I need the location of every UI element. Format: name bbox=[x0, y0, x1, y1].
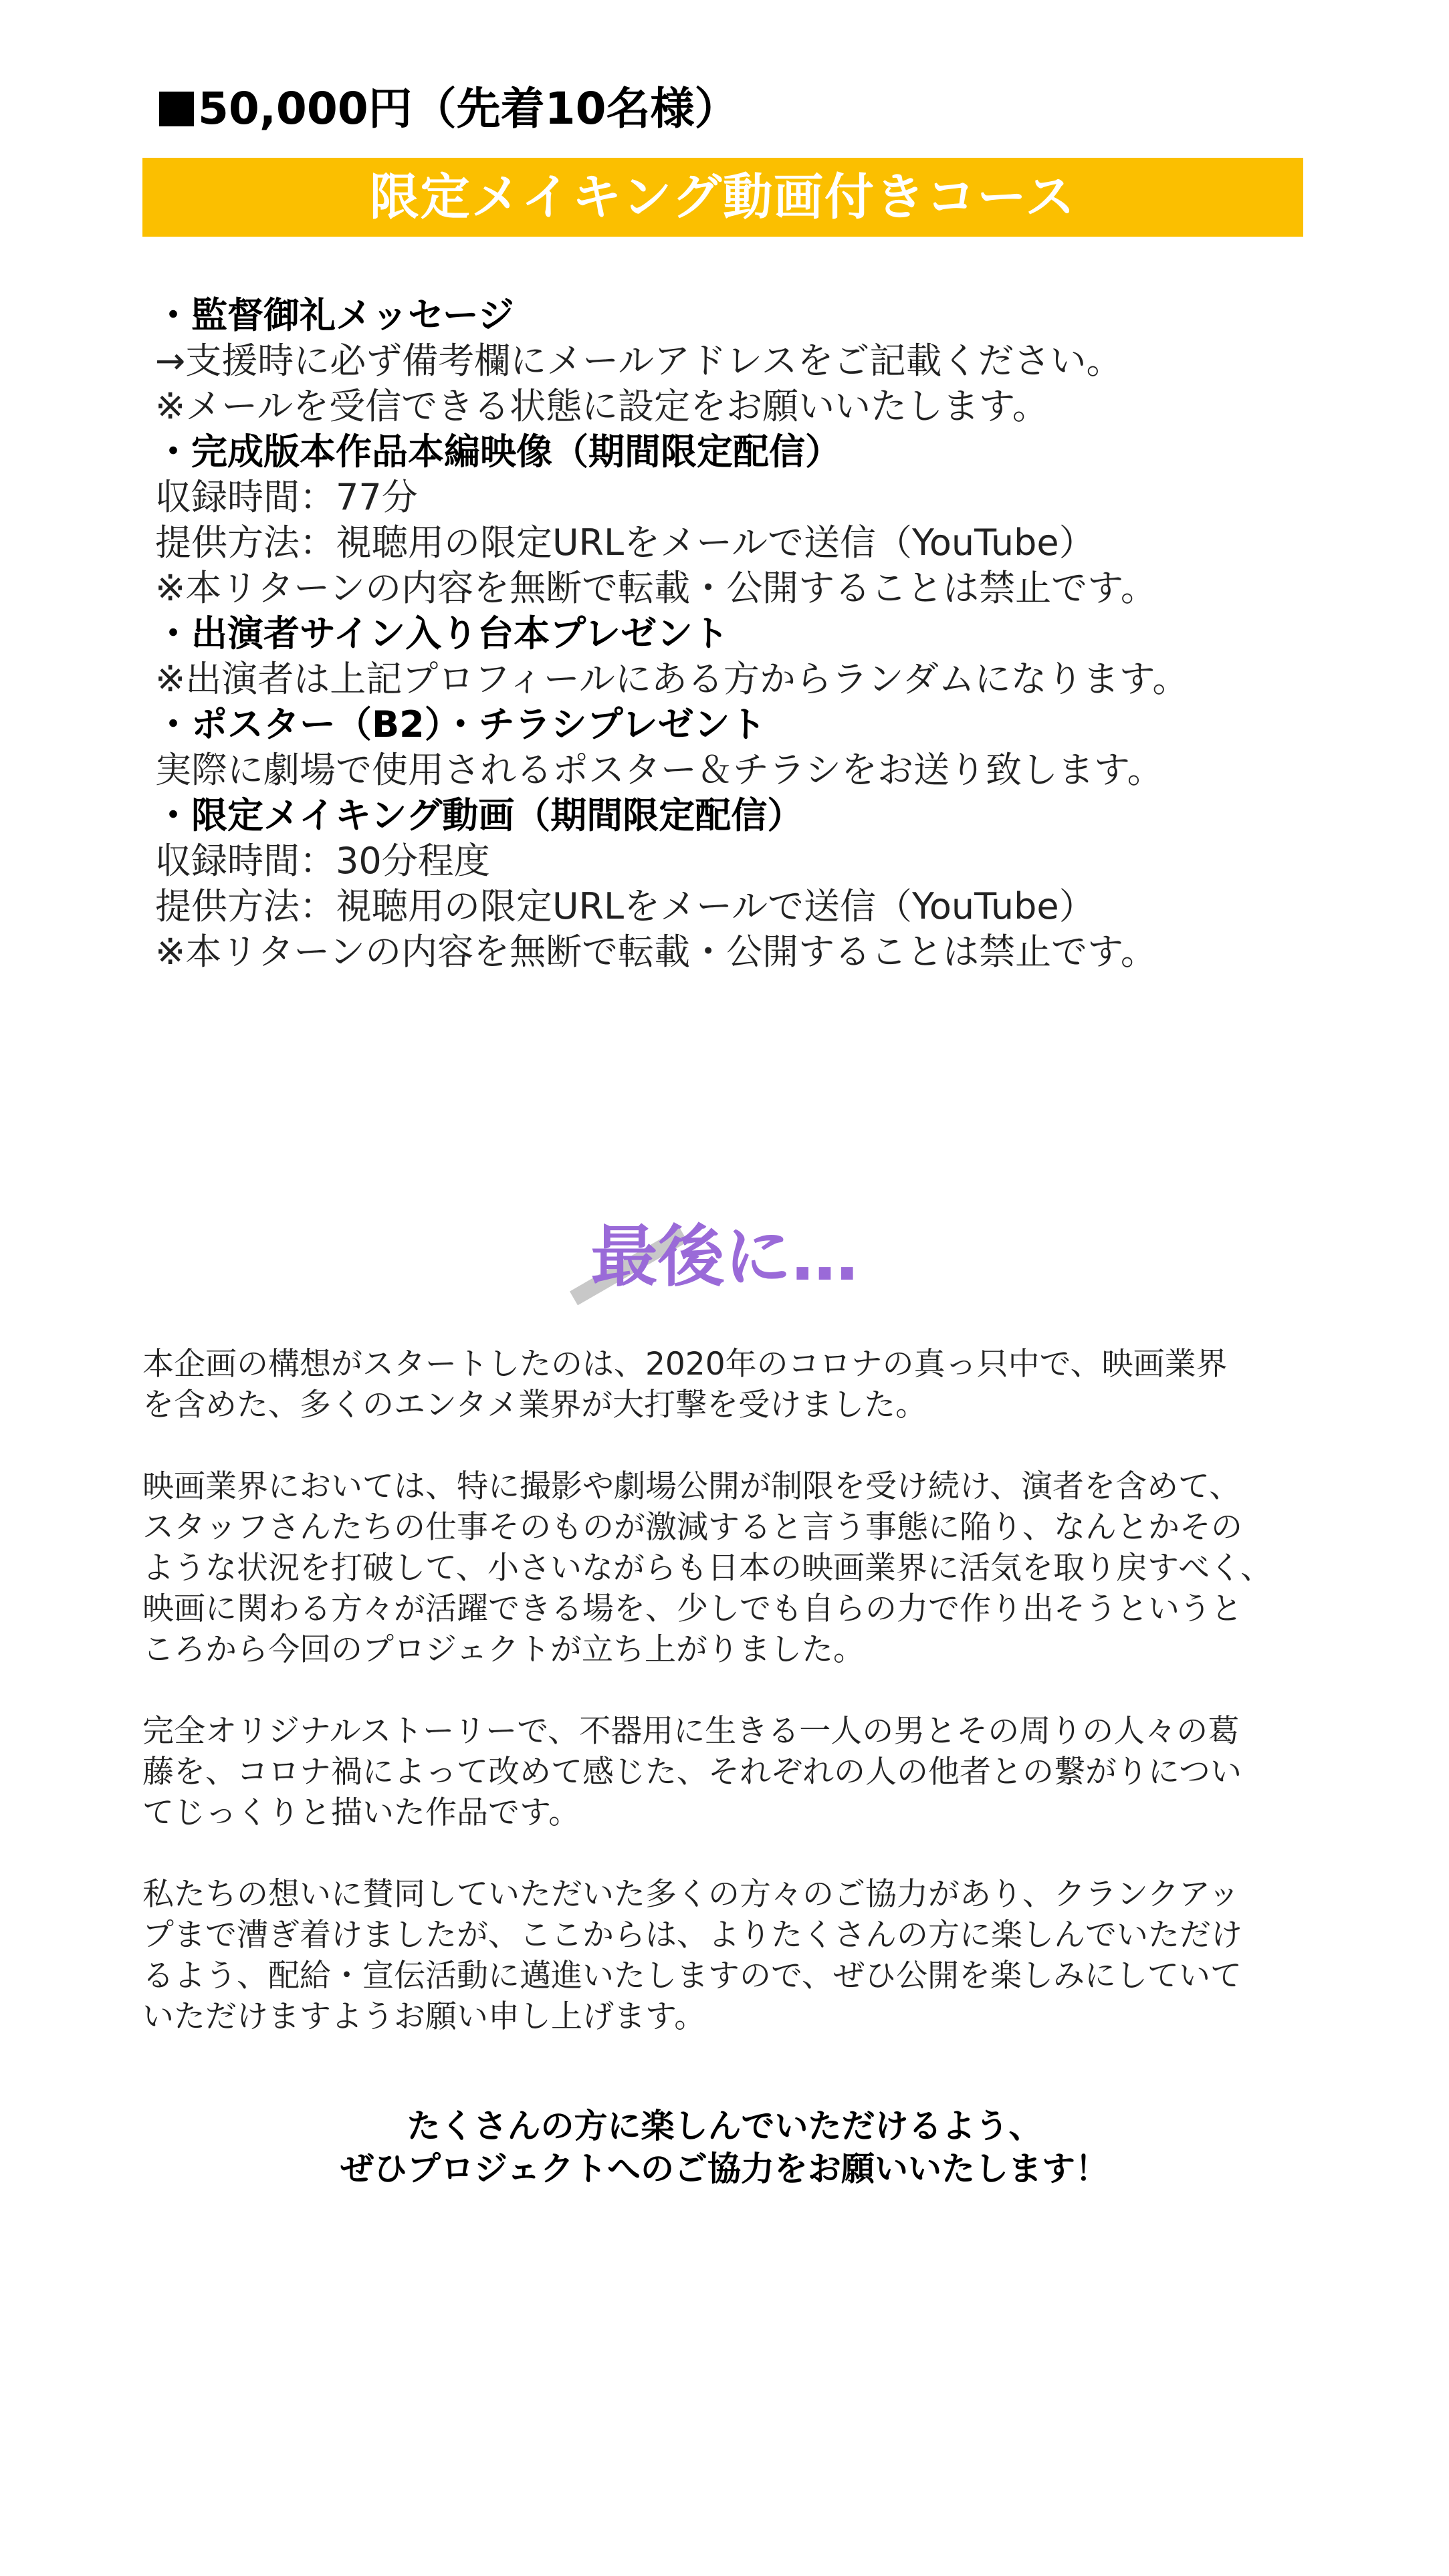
black-square-icon bbox=[159, 92, 194, 126]
return-item-heading: ・監督御礼メッセージ bbox=[155, 294, 514, 336]
paragraph: 私たちの想いに賛同していただいた多くの方々のご協力があり、クランクアッ プまで漕ぎ着けましたが、ここからは、よりたくさんの方に楽しんでいただけ るよう、配給・宣伝活動に邁進いたしますので、ぜひ公開を楽しみにしていて いただけますようお願い申し上げます。 bbox=[142, 1876, 1242, 2035]
course-banner: 限定メイキング動画付きコース bbox=[142, 158, 1303, 237]
return-item-detail: 提供方法：視聴用の限定URLをメールで送信（YouTube） bbox=[155, 521, 1095, 564]
return-item-detail: 収録時間：77分 bbox=[155, 476, 418, 518]
closing-title-text: 最後に… bbox=[590, 1217, 859, 1296]
price-heading bbox=[159, 79, 739, 139]
return-item-heading: ・限定メイキング動画（期間限定配信） bbox=[155, 794, 804, 836]
return-item-detail: 収録時間：30分程度 bbox=[155, 840, 490, 882]
return-item-detail: 実際に劇場で使用されるポスター＆チラシをお送り致します。 bbox=[155, 749, 1163, 791]
closing-message bbox=[0, 2105, 1449, 2190]
paragraph: 完全オリジナルストーリーで、不器用に生きる一人の男とその周りの人々の葛 藤を、コロナ禍によって改めて感じた、それぞれの人の他者との繋がりについ てじっくりと描いた作品です。 bbox=[142, 1713, 1242, 1831]
return-item-detail: ※本リターンの内容を無断で転載・公開することは禁止です。 bbox=[155, 567, 1157, 609]
return-item-detail: →支援時に必ず備考欄にメールアドレスをご記載ください。 bbox=[155, 340, 1123, 382]
price-heading-text: 50,000円（先着10名様） bbox=[198, 83, 739, 134]
return-item-heading: ・出演者サイン入り台本プレゼント bbox=[155, 612, 730, 655]
returns-list bbox=[155, 293, 1359, 975]
return-item-detail: ※メールを受信できる状態に設定をお願いいたします。 bbox=[155, 385, 1048, 427]
paragraph: 本企画の構想がスタートしたのは、2020年のコロナの真っ只中で、映画業界 を含めた、多くのエンタメ業界が大打撃を受けました。 bbox=[142, 1346, 1228, 1423]
closing-message-line: たくさんの方に楽しんでいただけるよう、 bbox=[407, 2107, 1042, 2145]
return-item-detail: 提供方法：視聴用の限定URLをメールで送信（YouTube） bbox=[155, 885, 1095, 927]
return-item-detail: ※本リターンの内容を無断で転載・公開することは禁止です。 bbox=[155, 931, 1157, 973]
closing-title bbox=[0, 1210, 1449, 1304]
closing-message-line: ぜひプロジェクトへのご協力をお願いいたします！ bbox=[340, 2149, 1109, 2188]
return-item-detail: ※出演者は上記プロフィールにある方からランダムになります。 bbox=[155, 658, 1189, 700]
paragraph: 映画業界においては、特に撮影や劇場公開が制限を受け続け、演者を含めて、 スタッフさんたちの仕事そのものが激減すると言う事態に陥り、なんとかその ような状況を打破して、小さいながらも日本の映画業界に活気を取り戻すべく、 映画に関わる方々が活躍できる場を、少しでも自らの力で作り出そうというと ころから今回のプロジェクトが立ち上がりました。 bbox=[142, 1468, 1272, 1668]
return-item-heading: ・ポスター（B2）・チラシプレゼント bbox=[155, 703, 766, 745]
closing-paragraphs bbox=[142, 1344, 1359, 2078]
return-item-heading: ・完成版本作品本編映像（期間限定配信） bbox=[155, 431, 841, 473]
